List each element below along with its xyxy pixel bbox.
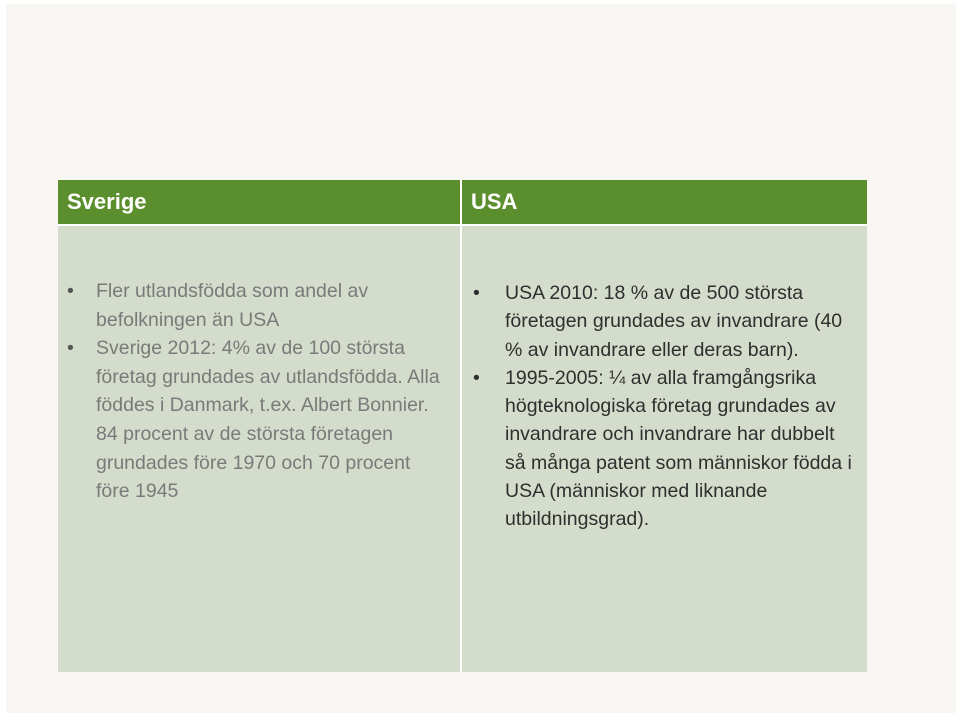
bullet-text: USA 2010: 18 % av de 500 största företagen grundades av invandrare (40 % av invandrare eller deras barn). [505, 282, 843, 361]
bullet-text: Sverige 2012: 4% av de 100 största företag grundades av utlandsfödda. Alla föddes i Danmark, t.ex. Albert Bonnier. 84 procent av de största företagen grundades före 1970 och 70 procent före 1945 [96, 337, 440, 503]
list-item [58, 277, 460, 334]
bullet-icon: • [67, 280, 74, 302]
list-item [462, 279, 867, 364]
header-usa: USA [462, 180, 867, 224]
list-item [58, 334, 460, 506]
cell-usa [462, 226, 867, 672]
bullet-icon: • [67, 337, 74, 360]
bullet-text: Fler utlandsfödda som andel av befolkningen än USA [96, 280, 369, 331]
bullet-list-usa [462, 226, 867, 534]
bullet-text: 1995-2005: ¼ av alla framgångsrika högteknologiska företag grundades av invandrare och invandrare har dubbelt så många patent som människor födda i USA (människor med liknande utbildningsgrad). [505, 366, 852, 531]
comparison-table [58, 180, 867, 672]
slide [6, 4, 956, 713]
bullet-list-sverige [58, 226, 460, 506]
cell-sverige [58, 226, 460, 672]
header-sverige: Sverige [58, 180, 460, 224]
bullet-icon: • [473, 366, 480, 389]
bullet-icon: • [473, 282, 480, 304]
list-item [462, 364, 867, 534]
